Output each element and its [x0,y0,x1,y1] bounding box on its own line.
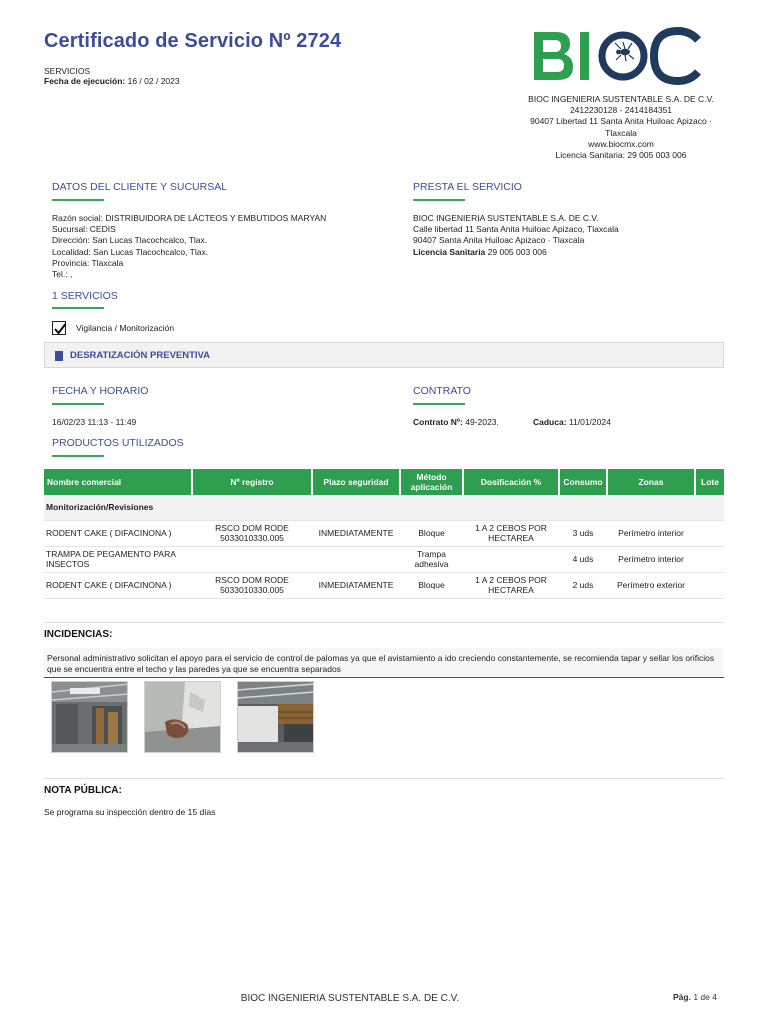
page-number-value: 1 de 4 [690,992,717,1002]
section-label: SERVICIOS [44,66,91,76]
footer-company: BIOC INGENIERIA SUSTENTABLE S.A. DE C.V. [240,993,460,1004]
contract-heading: CONTRATO [413,385,471,397]
page-number [673,992,717,1003]
schedule-value: 16/02/23 11:13 - 11:49 [52,417,137,427]
cell-registry [192,546,312,572]
cell-consumption: 3 uds [559,520,607,546]
page-number-label: Pág. [673,992,691,1002]
banner-marker-icon [55,351,63,361]
company-info [500,94,742,161]
cell-zone: Perímetro interior [607,520,695,546]
client-phone: Tel.: , [52,269,73,280]
execution-date [44,76,180,87]
contract-number-value: 49-2023. [462,417,499,427]
treatment-banner [44,342,724,368]
col-header-safety: Plazo seguridad [312,469,400,495]
col-header-consumption: Consumo [559,469,607,495]
client-details [52,213,392,280]
client-heading-underline [52,199,104,201]
client-locality: Localidad: San Lucas Tlacochcalco, Tlax. [52,246,209,257]
cell-batch [695,546,724,572]
contract-expiry-value: 11/01/2024 [566,417,611,427]
company-address: 90407 Libertad 11 Santa Anita Huiloac Apizaco · [530,116,712,127]
cell-name: RODENT CAKE ( DIFACINONA ) [44,572,192,598]
client-business-name: Razón social: DISTRIBUIDORA DE LÁCTEOS Y EMBUTIDOS MARYAN [52,213,327,223]
cell-batch [695,520,724,546]
provider-license [413,247,733,258]
incidents-divider [44,622,724,623]
incidents-text: Personal administrativo solicitan el apoyo para el servicio de control de palomas ya que el avistamiento a ido creciendo constantemente, se recomienda tapar y sellar los orificios que se encuentra entre el techo y las paredes ya que se encuentra separados [44,648,724,678]
cell-registry: RSCO DOM RODE 5033010330.005 [192,520,312,546]
cell-safety [312,546,400,572]
provider-license-value: 29 005 003 006 [485,246,547,257]
contract-number-label: Contrato Nº: [413,417,463,427]
contract-number [413,417,499,428]
table-group-label: Monitorización/Revisiones [44,495,724,520]
company-state: Tlaxcala [605,127,637,138]
col-header-method: Método aplicación [400,469,463,495]
col-header-zones: Zonas [607,469,695,495]
provider-city: 90407 Santa Anita Huiloac Apizaco · Tlaxcala [413,235,585,246]
contract-expiry [533,417,611,428]
products-table [44,469,724,599]
note-divider [44,778,724,779]
incident-photo-1[interactable] [51,681,128,753]
provider-license-label: Licencia Sanitaria [413,246,486,257]
services-heading-underline [52,307,104,309]
services-heading: 1 SERVICIOS [52,290,118,302]
incidents-heading: INCIDENCIAS: [44,629,113,640]
cell-zone: Perímetro interior [607,546,695,572]
table-row [44,546,724,572]
incident-photo-3[interactable] [237,681,314,753]
cell-safety: INMEDIATAMENTE [312,572,400,598]
table-group-row [44,495,724,520]
table-row [44,520,724,546]
contract-heading-underline [413,403,465,405]
cell-registry: RSCO DOM RODE 5033010330.005 [192,572,312,598]
cell-zone: Perímetro exterior [607,572,695,598]
col-header-registry: Nº registro [192,469,312,495]
warehouse-photo-1 [52,682,128,753]
note-text: Se programa su inspección dentro de 15 días [44,807,216,817]
cell-consumption: 2 uds [559,572,607,598]
client-province: Provincia: Tlaxcala [52,257,124,268]
execution-date-value: 16 / 02 / 2023 [125,76,180,86]
provider-name: BIOC INGENIERIA SUSTENTABLE S.A. DE C.V. [413,213,599,223]
products-heading-underline [52,455,104,457]
bioc-logo-graphic [528,26,708,86]
client-heading: DATOS DEL CLIENTE Y SUCURSAL [52,181,228,193]
company-logo [528,26,708,86]
client-address: Dirección: San Lucas Tlacochcalco, Tlax. [52,235,208,246]
provider-heading: PRESTA EL SERVICIO [413,181,522,193]
col-header-name: Nombre comercial [44,469,192,495]
checkmark-icon [53,322,67,336]
note-heading: NOTA PÚBLICA: [44,785,122,796]
products-heading: PRODUCTOS UTILIZADOS [52,437,184,449]
execution-date-label: Fecha de ejecución: [44,76,126,86]
cell-method: Bloque [400,572,463,598]
page-title: Certificado de Servicio Nº 2724 [44,30,342,52]
col-header-dosage: Dosificación % [463,469,559,495]
col-header-batch: Lote [695,469,724,495]
cell-dosage [463,546,559,572]
provider-details [413,213,733,258]
cell-method: Bloque [400,520,463,546]
provider-street: Calle libertad 11 Santa Anita Huiloac Apizaco, Tlaxcala [413,224,619,235]
contract-expiry-label: Caduca: [533,417,567,427]
cell-method: Trampa adhesiva [400,546,463,572]
schedule-heading-underline [52,403,104,405]
warehouse-photo-3 [238,682,314,753]
table-header-row [44,469,724,495]
cell-dosage: 1 A 2 CEBOS POR HECTAREA [463,572,559,598]
cell-consumption: 4 uds [559,546,607,572]
company-website: www.biocmx.com [588,138,654,149]
cell-name: RODENT CAKE ( DIFACINONA ) [44,520,192,546]
service-item-label: Vigilancia / Monitorización [76,323,175,333]
company-name: BIOC INGENIERIA SUSTENTABLE S.A. DE C.V. [528,94,714,104]
incident-photo-2[interactable] [144,681,221,753]
table-row [44,572,724,598]
cell-dosage: 1 A 2 CEBOS POR HECTAREA [463,520,559,546]
treatment-banner-label: DESRATIZACIÓN PREVENTIVA [70,350,211,361]
company-license: Licencia Sanitaria: 29 005 003 006 [555,150,687,161]
cell-safety: INMEDIATAMENTE [312,520,400,546]
schedule-heading: FECHA Y HORARIO [52,385,149,397]
service-checkbox[interactable] [52,321,66,335]
cell-batch [695,572,724,598]
company-phones: 2412230128 - 2414184351 [569,105,673,116]
warehouse-photo-2 [145,682,221,753]
cell-name: TRAMPA DE PEGAMENTO PARA INSECTOS [44,546,192,572]
client-branch: Sucursal: CEDIS [52,224,116,235]
provider-heading-underline [413,199,465,201]
